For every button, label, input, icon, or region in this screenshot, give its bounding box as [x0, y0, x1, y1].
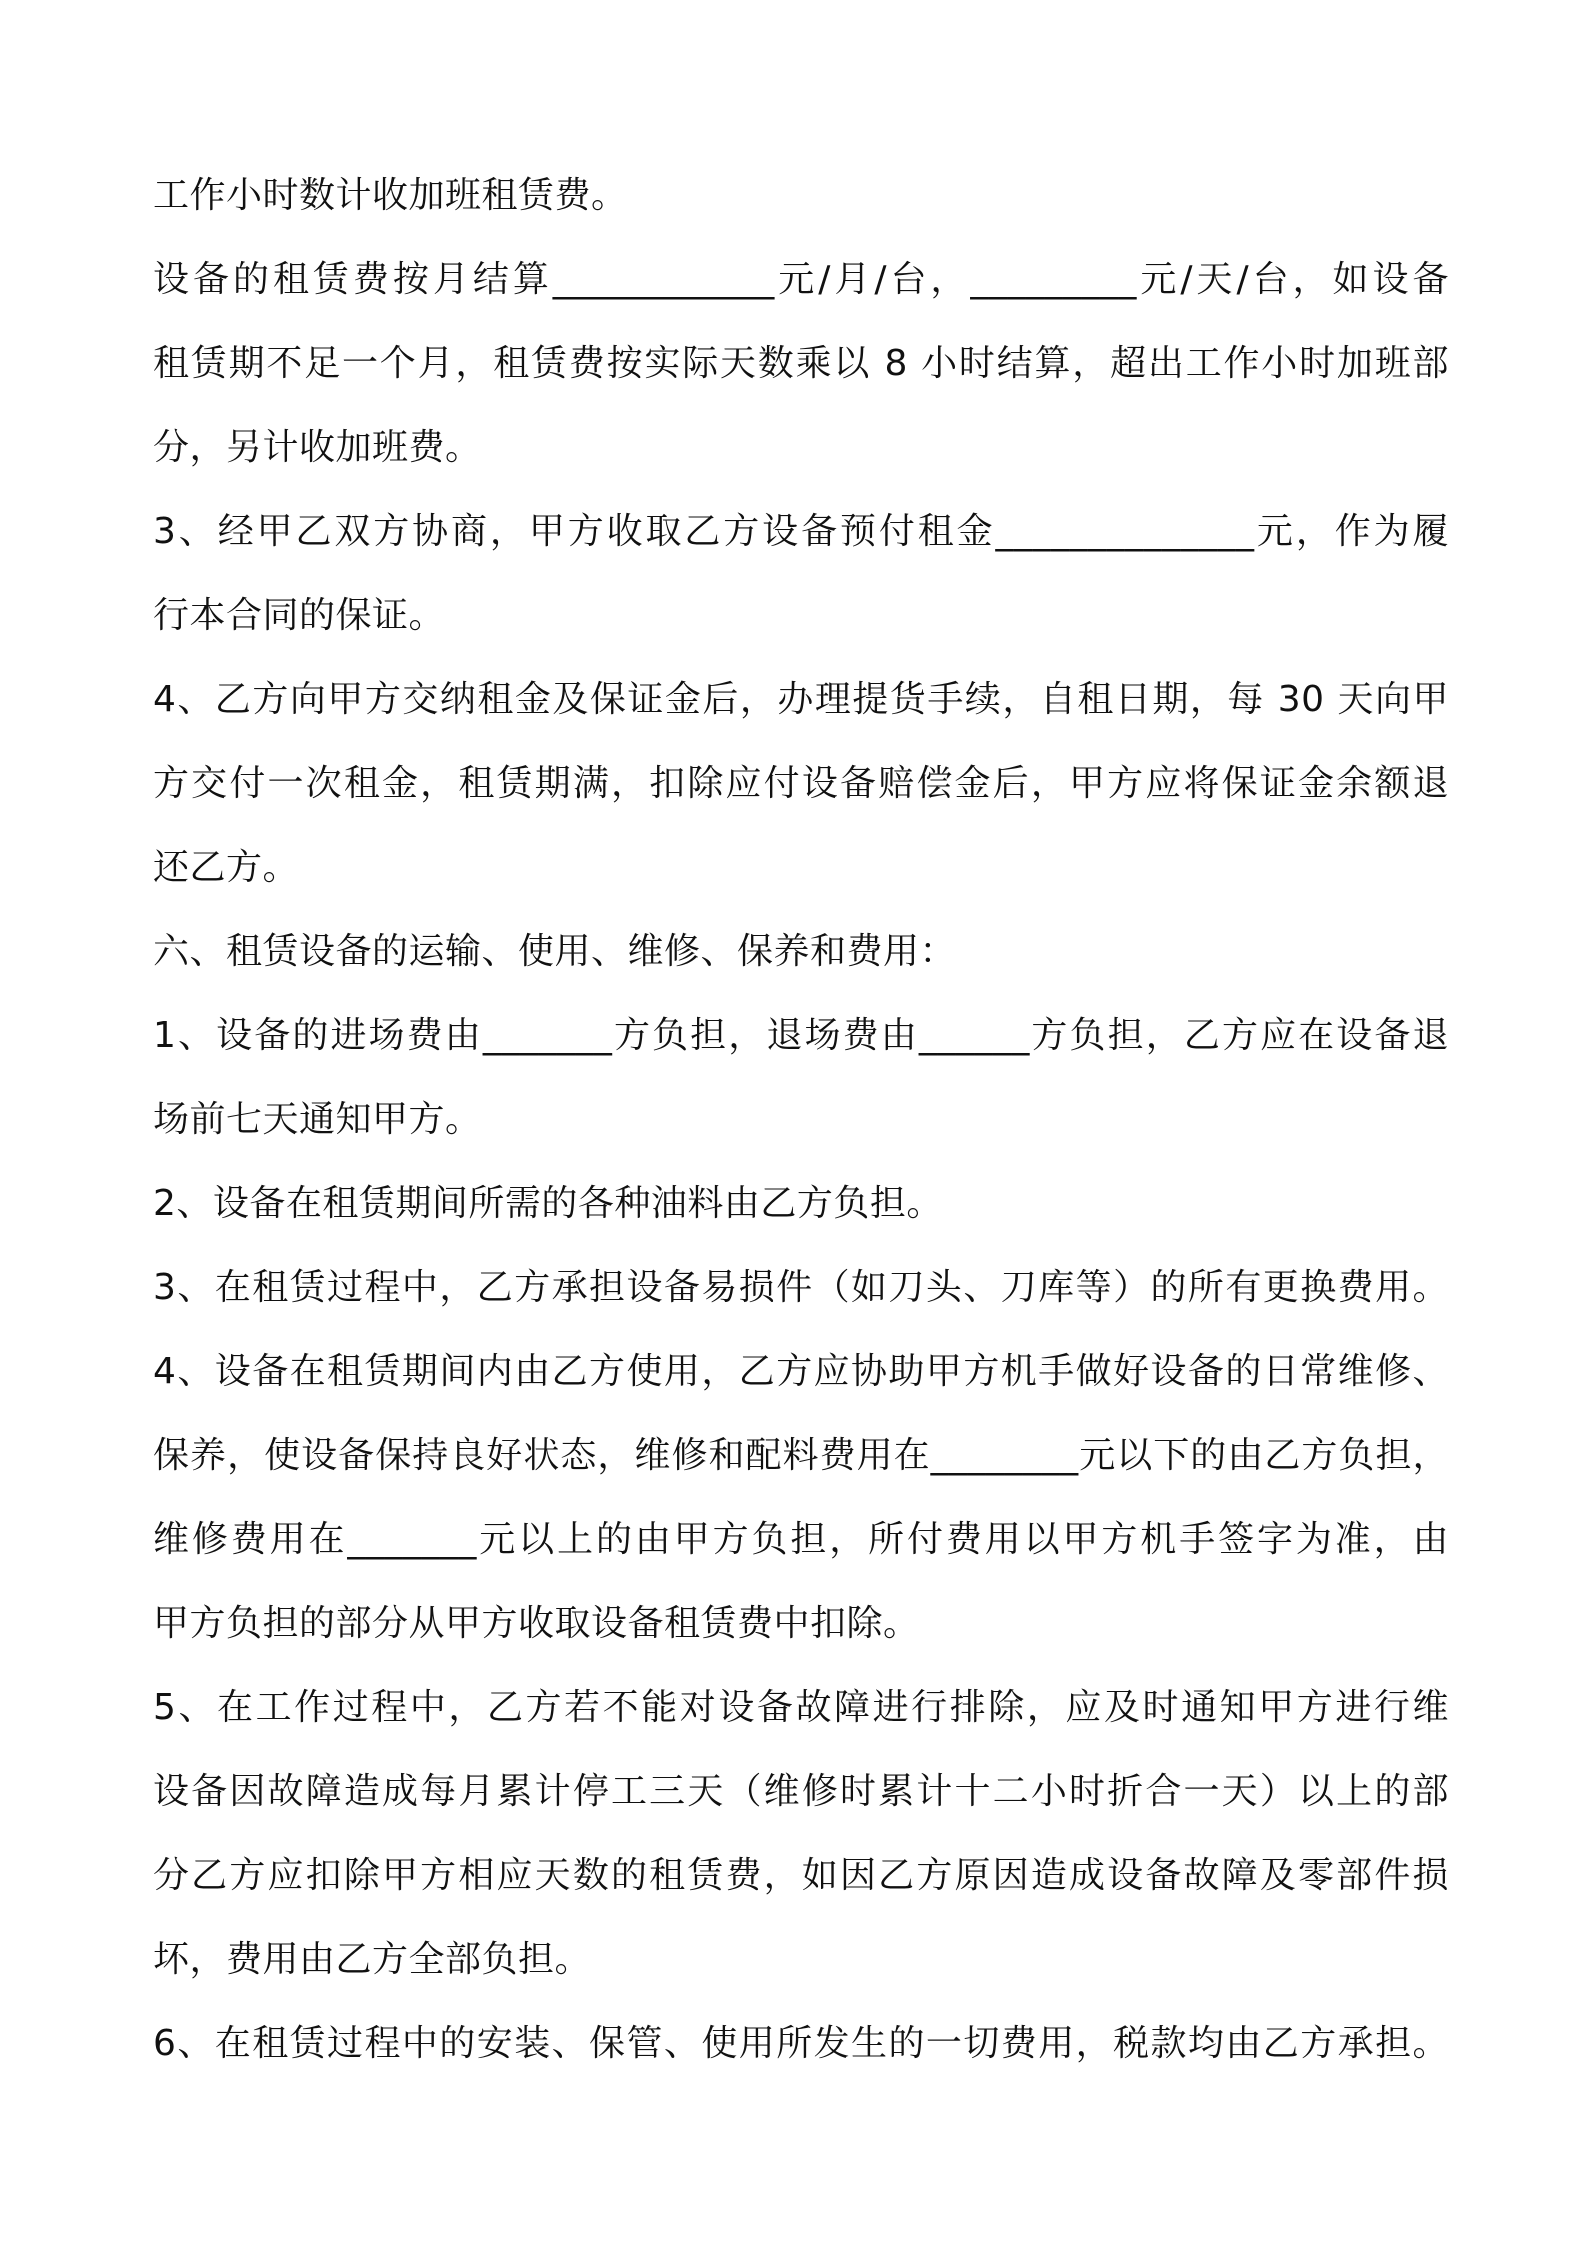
text-line: 1、设备的进场费由_______方负担，退场费由______方负担，乙方应在设备退: [153, 1015, 1449, 1056]
text-line: 还乙方。: [153, 847, 300, 888]
text-line: 维修费用在_______元以上的由甲方负担，所付费用以甲方机手签字为准，由: [153, 1519, 1449, 1560]
text-line: 分乙方应扣除甲方相应天数的租赁费，如因乙方原因造成设备故障及零部件损: [153, 1855, 1449, 1896]
text-line: 方交付一次租金，租赁期满，扣除应付设备赔偿金后，甲方应将保证金余额退: [153, 763, 1449, 804]
text-line: 场前七天通知甲方。: [153, 1099, 482, 1140]
text-line: 6、在租赁过程中的安装、保管、使用所发生的一切费用，税款均由乙方承担。: [153, 2023, 1449, 2064]
text-line: 行本合同的保证。: [153, 595, 446, 636]
text-line: 工作小时数计收加班租赁费。: [153, 175, 628, 216]
text-line: 租赁期不足一个月，租赁费按实际天数乘以 8 小时结算，超出工作小时加班部: [153, 343, 1449, 384]
text-line: 4、乙方向甲方交纳租金及保证金后，办理提货手续，自租日期，每 30 天向甲: [153, 679, 1449, 720]
text-line: 3、经甲乙双方协商，甲方收取乙方设备预付租金______________元，作为履: [153, 511, 1449, 552]
text-line: 分，另计收加班费。: [153, 427, 482, 468]
section-heading: 六、租赁设备的运输、使用、维修、保养和费用：: [153, 931, 957, 972]
text-line: 5、在工作过程中，乙方若不能对设备故障进行排除，应及时通知甲方进行维: [153, 1687, 1449, 1728]
text-line: 坏，费用由乙方全部负担。: [153, 1939, 592, 1980]
text-line: 3、在租赁过程中，乙方承担设备易损件（如刀头、刀库等）的所有更换费用。: [153, 1267, 1449, 1308]
text-line: 4、设备在租赁期间内由乙方使用，乙方应协助甲方机手做好设备的日常维修、: [153, 1351, 1449, 1392]
contract-body: [153, 154, 1449, 2086]
text-line: 设备的租赁费按月结算____________元/月/台，_________元/天/台，如设备: [153, 259, 1449, 300]
text-line: 甲方负担的部分从甲方收取设备租赁费中扣除。: [153, 1603, 920, 1644]
text-line: 设备因故障造成每月累计停工三天（维修时累计十二小时折合一天）以上的部: [153, 1771, 1449, 1812]
text-line: 2、设备在租赁期间所需的各种油料由乙方负担。: [153, 1183, 943, 1224]
text-line: 保养，使设备保持良好状态，维修和配料费用在________元以下的由乙方负担，: [153, 1435, 1449, 1476]
